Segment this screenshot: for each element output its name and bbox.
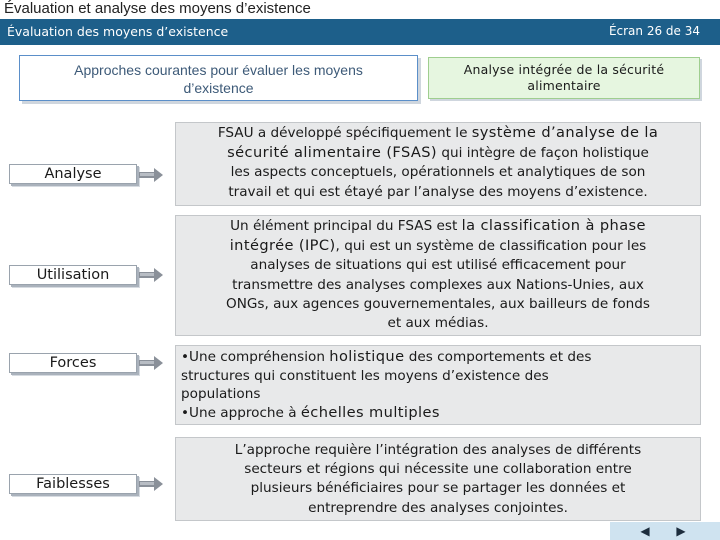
- course-title: Évaluation et analyse des moyens d’existence: [0, 0, 720, 19]
- arrow-right-icon: [139, 477, 163, 491]
- arrow-right-icon: ▶: [676, 524, 686, 538]
- fsas-line-1: Analyse intégrée de la sécurité: [463, 62, 665, 77]
- label-utilisation: Utilisation: [9, 265, 137, 285]
- header-bar: [0, 19, 720, 45]
- arrow-right-icon: [139, 268, 163, 282]
- label-faiblesses: Faiblesses: [9, 474, 137, 494]
- next-screen-button[interactable]: [672, 524, 690, 538]
- label-analyse: Analyse: [9, 164, 137, 184]
- fsas-line-2: alimentaire: [527, 78, 601, 93]
- previous-screen-button[interactable]: [636, 524, 654, 538]
- approaches-line-2: d’existence: [183, 80, 254, 96]
- content-utilisation: Un élément principal du FSAS est la classification à phase intégrée (IPC), qui est un système de classification pour les analyses de situations qui est utilisé efficacement pour transmettre des analyses complexes aux Nations-Unies, aux ONGs, aux agences gouvernementales, aux bailleurs de fonds et aux médias.: [175, 215, 701, 336]
- section-subtitle: Évaluation des moyens d’existence: [7, 24, 229, 39]
- arrow-right-icon: [139, 168, 163, 182]
- fsas-tab[interactable]: [428, 57, 700, 99]
- content-analyse: FSAU a développé spécifiquement le système d’analyse de la sécurité alimentaire (FSAS) qui intègre de façon holistique les aspects conceptuels, opérationnels et analytiques de son travail et qui est étayé par l’analyse des moyens d’existence.: [175, 122, 701, 206]
- approaches-line-1: Approches courantes pour évaluer les moyens: [74, 62, 363, 78]
- screen-counter: Écran 26 de 34: [608, 24, 700, 38]
- arrow-left-icon: ◀: [640, 524, 650, 538]
- content-faiblesses: L’approche requière l’intégration des analyses de différents secteurs et régions qui nécessite une collaboration entre plusieurs bénéficiaires pour se partager les données et entreprendre des analyses conjointes.: [175, 437, 701, 521]
- content-forces: •Une compréhension holistique des comportements et des structures qui constituent les moyens d’existence des populations •Une approche à échelles multiples: [175, 345, 701, 425]
- label-forces: Forces: [9, 353, 137, 373]
- approaches-box: [19, 55, 418, 101]
- navigation-bar: [610, 522, 720, 540]
- arrow-right-icon: [139, 356, 163, 370]
